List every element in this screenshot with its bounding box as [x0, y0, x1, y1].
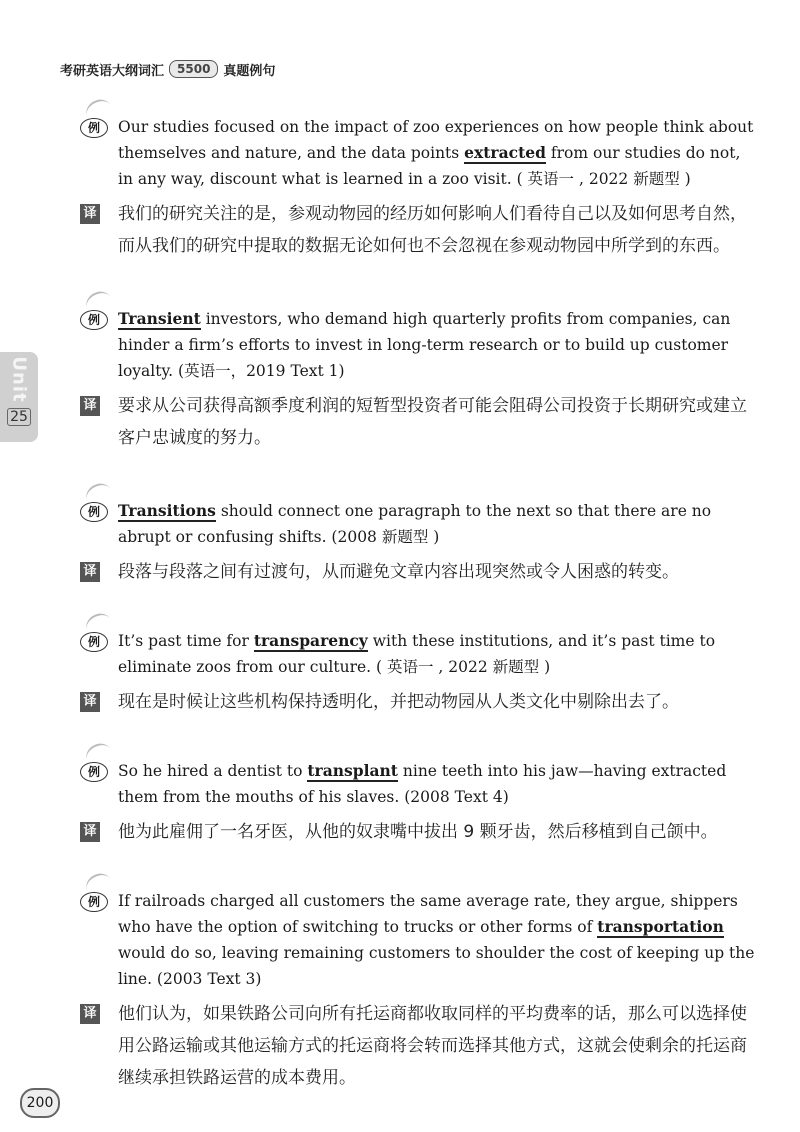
- entry: [80, 628, 760, 718]
- header-title: 考研英语大纲词汇: [60, 63, 165, 79]
- header-subtitle: 真题例句: [223, 63, 276, 79]
- translation: 译 我们的研究关注的是，参观动物园的经历如何影响人们看待自己以及如何思考自然，而从我们的研究中提取的数据无论如何也不会忽视在参观动物园中所学到的东西。: [80, 198, 760, 262]
- entry: [80, 498, 760, 588]
- example-sentence: 例 So he hired a dentist to transplant nine teeth into his jaw—having extracted them from the mouths of his slaves. (2008 Text 4): [80, 758, 760, 810]
- translation: 译 他们认为，如果铁路公司向所有托运商都收取同样的平均费率的话，那么可以选择使用公路运输或其他运输方式的托运商将会转而选择其他方式，这就会使剩余的托运商继续承担铁路运营的成本费用。: [80, 998, 760, 1094]
- running-header: [60, 58, 275, 80]
- example-sentence: 例 Transient investors, who demand high quarterly profits from companies, can hinder a firm’s efforts to invest in long-term research or to build up customer loyalty. (英语一，2019 Text 1): [80, 306, 760, 384]
- example-icon: 例: [80, 118, 110, 138]
- page-number: 200: [20, 1088, 60, 1118]
- entry: [80, 306, 760, 454]
- translation: 译 段落与段落之间有过渡句，从而避免文章内容出现突然或令人困惑的转变。: [80, 556, 760, 588]
- translation-icon: 译: [80, 1004, 100, 1024]
- entry: [80, 888, 760, 1094]
- keyword: Transient: [118, 309, 201, 328]
- entry: [80, 114, 760, 262]
- example-sentence: 例 Transitions should connect one paragraph to the next so that there are no abrupt or confusing shifts. (2008 新题型 ): [80, 498, 760, 550]
- translation: 译 要求从公司获得高额季度利润的短暂型投资者可能会阻碍公司投资于长期研究或建立客户忠诚度的努力。: [80, 390, 760, 454]
- translation-icon: 译: [80, 204, 100, 224]
- example-sentence: 例 It’s past time for transparency with these institutions, and it’s past time to eliminate zoos from our culture. ( 英语一 , 2022 新题型 ): [80, 628, 760, 680]
- example-sentence: 例 Our studies focused on the impact of zoo experiences on how people think about themselves and nature, and the data points extracted from our studies do not, in any way, discount what is learned in a zoo visit. ( 英语一 , 2022 新题型 ): [80, 114, 760, 192]
- translation-icon: 译: [80, 822, 100, 842]
- translation-icon: 译: [80, 692, 100, 712]
- keyword: extracted: [464, 143, 546, 162]
- translation: 译 他为此雇佣了一名牙医，从他的奴隶嘴中拔出 9 颗牙齿，然后移植到自己颌中。: [80, 816, 760, 848]
- unit-number: 25: [7, 408, 31, 426]
- example-icon: 例: [80, 310, 110, 330]
- keyword: transparency: [253, 631, 368, 650]
- entry: [80, 758, 760, 848]
- translation: 译 现在是时候让这些机构保持透明化，并把动物园从人类文化中剔除出去了。: [80, 686, 760, 718]
- example-sentence: 例 If railroads charged all customers the same average rate, they argue, shippers who have the option of switching to trucks or other forms of transportation would do so, leaving remaining customers to shoulder the cost of keeping up the line. (2003 Text 3): [80, 888, 760, 992]
- header-badge: 5500: [169, 60, 218, 78]
- entries-list: [80, 94, 760, 1094]
- keyword: transportation: [597, 917, 724, 936]
- keyword: transplant: [307, 761, 398, 780]
- example-icon: 例: [80, 502, 110, 522]
- example-icon: 例: [80, 632, 110, 652]
- translation-icon: 译: [80, 562, 100, 582]
- unit-label: Unit: [8, 355, 30, 403]
- example-icon: 例: [80, 892, 110, 912]
- keyword: Transitions: [118, 501, 216, 520]
- example-icon: 例: [80, 762, 110, 782]
- translation-icon: 译: [80, 396, 100, 416]
- unit-tab: [0, 352, 38, 442]
